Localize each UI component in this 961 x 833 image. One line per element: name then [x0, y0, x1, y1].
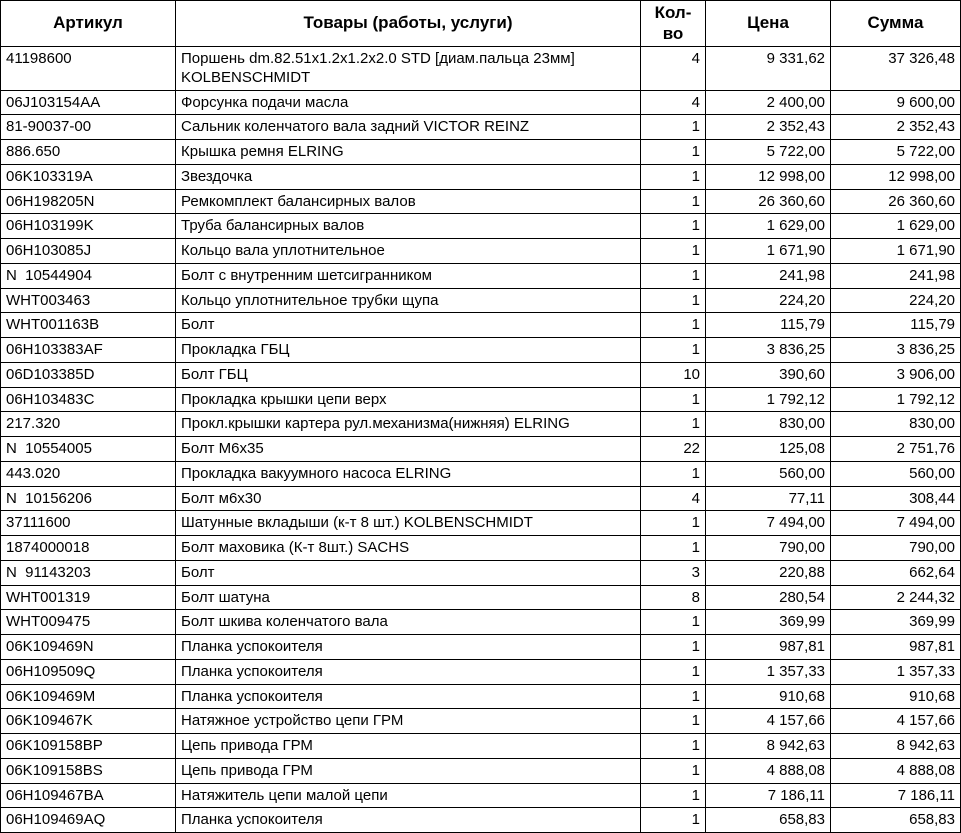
- column-header-goods: Товары (работы, услуги): [176, 1, 641, 47]
- cell-goods: Болт шатуна: [176, 585, 641, 610]
- cell-price: 115,79: [706, 313, 831, 338]
- cell-article: WHT003463: [1, 288, 176, 313]
- cell-goods: Кольцо вала уплотнительное: [176, 239, 641, 264]
- cell-price: 4 157,66: [706, 709, 831, 734]
- cell-goods: Прокладка крышки цепи верх: [176, 387, 641, 412]
- table-row: [1, 709, 961, 734]
- cell-price: 1 671,90: [706, 239, 831, 264]
- cell-article: 81-90037-00: [1, 115, 176, 140]
- column-header-price: Цена: [706, 1, 831, 47]
- cell-goods: Звездочка: [176, 164, 641, 189]
- cell-sum: 1 792,12: [831, 387, 961, 412]
- cell-price: 390,60: [706, 362, 831, 387]
- cell-sum: 910,68: [831, 684, 961, 709]
- cell-sum: 308,44: [831, 486, 961, 511]
- cell-qty: 1: [641, 709, 706, 734]
- cell-price: 8 942,63: [706, 734, 831, 759]
- cell-qty: 1: [641, 610, 706, 635]
- table-row: [1, 783, 961, 808]
- cell-sum: 241,98: [831, 263, 961, 288]
- table-row: [1, 808, 961, 833]
- cell-article: 06K103319A: [1, 164, 176, 189]
- table-row: [1, 412, 961, 437]
- table-row: [1, 635, 961, 660]
- cell-price: 369,99: [706, 610, 831, 635]
- table-row: [1, 437, 961, 462]
- cell-article: 06H109469AQ: [1, 808, 176, 833]
- cell-sum: 7 494,00: [831, 511, 961, 536]
- cell-article: 06H109509Q: [1, 659, 176, 684]
- cell-qty: 1: [641, 140, 706, 165]
- cell-qty: 1: [641, 783, 706, 808]
- cell-goods: Поршень dm.82.51x1.2x1.2x2.0 STD [диам.пальца 23мм] KOLBENSCHMIDT: [176, 47, 641, 91]
- cell-qty: 1: [641, 511, 706, 536]
- cell-qty: 10: [641, 362, 706, 387]
- cell-article: 443.020: [1, 461, 176, 486]
- cell-sum: 8 942,63: [831, 734, 961, 759]
- cell-sum: 662,64: [831, 560, 961, 585]
- cell-sum: 1 629,00: [831, 214, 961, 239]
- table-row: [1, 313, 961, 338]
- table-row: [1, 140, 961, 165]
- table-row: [1, 536, 961, 561]
- table-row: [1, 164, 961, 189]
- cell-goods: Крышка ремня ELRING: [176, 140, 641, 165]
- cell-qty: 1: [641, 263, 706, 288]
- cell-goods: Цепь привода ГРМ: [176, 758, 641, 783]
- table-row: [1, 461, 961, 486]
- table-row: [1, 387, 961, 412]
- cell-article: WHT001319: [1, 585, 176, 610]
- cell-goods: Планка успокоителя: [176, 684, 641, 709]
- cell-goods: Шатунные вкладыши (к-т 8 шт.) KOLBENSCHMIDT: [176, 511, 641, 536]
- cell-qty: 1: [641, 115, 706, 140]
- cell-sum: 1 357,33: [831, 659, 961, 684]
- cell-qty: 1: [641, 808, 706, 833]
- cell-price: 7 494,00: [706, 511, 831, 536]
- cell-goods: Прокл.крышки картера рул.механизма(нижняя) ELRING: [176, 412, 641, 437]
- cell-sum: 12 998,00: [831, 164, 961, 189]
- cell-qty: 1: [641, 758, 706, 783]
- cell-sum: 115,79: [831, 313, 961, 338]
- cell-price: 987,81: [706, 635, 831, 660]
- cell-price: 12 998,00: [706, 164, 831, 189]
- cell-qty: 1: [641, 313, 706, 338]
- cell-sum: 560,00: [831, 461, 961, 486]
- cell-price: 224,20: [706, 288, 831, 313]
- cell-article: 1874000018: [1, 536, 176, 561]
- table-row: [1, 115, 961, 140]
- cell-sum: 37 326,48: [831, 47, 961, 91]
- table-row: [1, 684, 961, 709]
- cell-article: 06J103154AA: [1, 90, 176, 115]
- cell-sum: 987,81: [831, 635, 961, 660]
- cell-sum: 7 186,11: [831, 783, 961, 808]
- cell-sum: 3 906,00: [831, 362, 961, 387]
- cell-sum: 830,00: [831, 412, 961, 437]
- cell-article: N 10156206: [1, 486, 176, 511]
- cell-article: 886.650: [1, 140, 176, 165]
- cell-qty: 8: [641, 585, 706, 610]
- cell-goods: Форсунка подачи масла: [176, 90, 641, 115]
- cell-article: 217.320: [1, 412, 176, 437]
- cell-article: 06H103383AF: [1, 338, 176, 363]
- cell-article: 06H198205N: [1, 189, 176, 214]
- cell-qty: 1: [641, 659, 706, 684]
- cell-price: 790,00: [706, 536, 831, 561]
- cell-goods: Болт: [176, 560, 641, 585]
- cell-article: 06K109469N: [1, 635, 176, 660]
- cell-goods: Болт: [176, 313, 641, 338]
- cell-article: 06K109467K: [1, 709, 176, 734]
- cell-qty: 1: [641, 214, 706, 239]
- cell-goods: Планка успокоителя: [176, 635, 641, 660]
- cell-sum: 3 836,25: [831, 338, 961, 363]
- cell-price: 830,00: [706, 412, 831, 437]
- cell-goods: Ремкомплект балансирных валов: [176, 189, 641, 214]
- cell-sum: 658,83: [831, 808, 961, 833]
- cell-sum: 2 751,76: [831, 437, 961, 462]
- cell-qty: 4: [641, 486, 706, 511]
- cell-qty: 3: [641, 560, 706, 585]
- table-row: [1, 338, 961, 363]
- cell-price: 2 352,43: [706, 115, 831, 140]
- table-header-row: [1, 1, 961, 47]
- table-row: [1, 511, 961, 536]
- cell-article: 06D103385D: [1, 362, 176, 387]
- cell-qty: 1: [641, 635, 706, 660]
- table-row: [1, 239, 961, 264]
- cell-qty: 1: [641, 412, 706, 437]
- cell-goods: Болт м6х30: [176, 486, 641, 511]
- cell-article: 37111600: [1, 511, 176, 536]
- table-row: [1, 263, 961, 288]
- cell-price: 658,83: [706, 808, 831, 833]
- cell-article: 06H103483C: [1, 387, 176, 412]
- cell-sum: 2 352,43: [831, 115, 961, 140]
- cell-qty: 1: [641, 164, 706, 189]
- cell-price: 910,68: [706, 684, 831, 709]
- cell-sum: 369,99: [831, 610, 961, 635]
- cell-sum: 26 360,60: [831, 189, 961, 214]
- cell-qty: 1: [641, 387, 706, 412]
- cell-article: N 10554005: [1, 437, 176, 462]
- cell-qty: 1: [641, 338, 706, 363]
- cell-goods: Планка успокоителя: [176, 808, 641, 833]
- cell-goods: Кольцо уплотнительное трубки щупа: [176, 288, 641, 313]
- table-row: [1, 486, 961, 511]
- table-row: [1, 585, 961, 610]
- cell-goods: Труба балансирных валов: [176, 214, 641, 239]
- cell-price: 26 360,60: [706, 189, 831, 214]
- cell-qty: 4: [641, 47, 706, 91]
- cell-sum: 2 244,32: [831, 585, 961, 610]
- table-row: [1, 189, 961, 214]
- cell-sum: 4 157,66: [831, 709, 961, 734]
- column-header-sum: Сумма: [831, 1, 961, 47]
- cell-article: N 10544904: [1, 263, 176, 288]
- cell-price: 560,00: [706, 461, 831, 486]
- cell-price: 280,54: [706, 585, 831, 610]
- table-row: [1, 90, 961, 115]
- cell-qty: 1: [641, 189, 706, 214]
- cell-goods: Планка успокоителя: [176, 659, 641, 684]
- cell-sum: 5 722,00: [831, 140, 961, 165]
- table-row: [1, 758, 961, 783]
- cell-qty: 1: [641, 536, 706, 561]
- cell-article: 41198600: [1, 47, 176, 91]
- cell-qty: 1: [641, 288, 706, 313]
- cell-price: 2 400,00: [706, 90, 831, 115]
- cell-price: 4 888,08: [706, 758, 831, 783]
- table-row: [1, 610, 961, 635]
- cell-sum: 1 671,90: [831, 239, 961, 264]
- cell-price: 7 186,11: [706, 783, 831, 808]
- cell-sum: 790,00: [831, 536, 961, 561]
- cell-price: 220,88: [706, 560, 831, 585]
- cell-sum: 224,20: [831, 288, 961, 313]
- cell-sum: 4 888,08: [831, 758, 961, 783]
- cell-goods: Болт М6х35: [176, 437, 641, 462]
- cell-qty: 1: [641, 684, 706, 709]
- cell-goods: Натяжитель цепи малой цепи: [176, 783, 641, 808]
- cell-price: 241,98: [706, 263, 831, 288]
- cell-goods: Прокладка вакуумного насоса ELRING: [176, 461, 641, 486]
- cell-price: 1 357,33: [706, 659, 831, 684]
- cell-qty: 1: [641, 734, 706, 759]
- cell-goods: Натяжное устройство цепи ГРМ: [176, 709, 641, 734]
- cell-goods: Болт шкива коленчатого вала: [176, 610, 641, 635]
- cell-price: 9 331,62: [706, 47, 831, 91]
- cell-price: 3 836,25: [706, 338, 831, 363]
- cell-qty: 1: [641, 239, 706, 264]
- cell-article: 06K109158BP: [1, 734, 176, 759]
- cell-qty: 22: [641, 437, 706, 462]
- column-header-article: Артикул: [1, 1, 176, 47]
- cell-article: 06H109467BA: [1, 783, 176, 808]
- cell-article: 06K109469M: [1, 684, 176, 709]
- cell-price: 77,11: [706, 486, 831, 511]
- cell-goods: Цепь привода ГРМ: [176, 734, 641, 759]
- cell-price: 125,08: [706, 437, 831, 462]
- table-row: [1, 659, 961, 684]
- table-row: [1, 288, 961, 313]
- cell-goods: Болт с внутренним шетсигранником: [176, 263, 641, 288]
- cell-goods: Болт ГБЦ: [176, 362, 641, 387]
- cell-goods: Болт маховика (К-т 8шт.) SACHS: [176, 536, 641, 561]
- cell-goods: Сальник коленчатого вала задний VICTOR REINZ: [176, 115, 641, 140]
- cell-article: 06H103085J: [1, 239, 176, 264]
- cell-article: WHT001163B: [1, 313, 176, 338]
- column-header-qty: Кол-во: [641, 1, 706, 47]
- cell-price: 1 629,00: [706, 214, 831, 239]
- cell-article: 06K109158BS: [1, 758, 176, 783]
- cell-goods: Прокладка ГБЦ: [176, 338, 641, 363]
- table-body: [1, 47, 961, 833]
- cell-qty: 1: [641, 461, 706, 486]
- table-row: [1, 560, 961, 585]
- cell-price: 1 792,12: [706, 387, 831, 412]
- table-row: [1, 734, 961, 759]
- cell-article: 06H103199K: [1, 214, 176, 239]
- cell-article: N 91143203: [1, 560, 176, 585]
- cell-article: WHT009475: [1, 610, 176, 635]
- cell-qty: 4: [641, 90, 706, 115]
- table-row: [1, 362, 961, 387]
- table-row: [1, 47, 961, 91]
- table-row: [1, 214, 961, 239]
- cell-sum: 9 600,00: [831, 90, 961, 115]
- cell-price: 5 722,00: [706, 140, 831, 165]
